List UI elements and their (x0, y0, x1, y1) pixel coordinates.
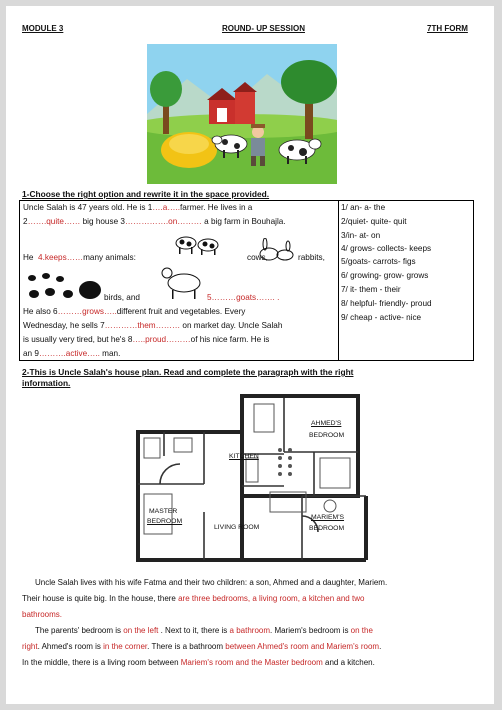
plan-label-master: MASTER (149, 508, 178, 515)
paragraph-line-6: In the middle, there is a living room between Mariem's room and the Master bedroom and a kitchen. (22, 658, 375, 667)
passage-line-6: Wednesday, he sells 7…………them……… on market day. Uncle Salah (23, 321, 283, 330)
plan-label-master-2: BEDROOM (147, 518, 183, 525)
plan-label-kitchen: KITCHEN (229, 453, 259, 460)
option-8: 8/ helpful- friendly- proud (341, 299, 432, 308)
paragraph-line-3: bathrooms. (22, 610, 63, 619)
passage-line-1: Uncle Salah is 47 years old. He is 1….a…..farmer. He lives in a (23, 203, 253, 212)
option-5: 5/goats- carrots- figs (341, 257, 416, 266)
passage-line-3: He 4.keeps……many animals: (23, 253, 136, 262)
option-1: 1/ an- a- the (341, 203, 386, 212)
option-4: 4/ grows- collects- keeps (341, 244, 432, 253)
plan-label-ahmed-2: BEDROOM (309, 432, 345, 439)
passage-line-5: He also 6………grows…..different fruit and vegetables. Every (23, 307, 246, 316)
farm-illustration (147, 44, 337, 184)
option-2: 2/quiet- quite- quit (341, 217, 407, 226)
paragraph-line-4: The parents' bedroom is on the left . Next to it, there is a bathroom. Mariem's bedroom is on the (35, 626, 373, 635)
session-title: ROUND- UP SESSION (222, 24, 305, 33)
passage-line-8: an 9……….active….. man. (23, 349, 121, 358)
paragraph-line-1: Uncle Salah lives with his wife Fatma and their two children: a son, Ahmed and a daughter, Mariem. (35, 578, 388, 587)
section1-title: 1-Choose the right option and rewrite it in the space provided. (22, 189, 270, 199)
passage-line-2: 2…….quite…… big house 3…………….on……… a big farm in Bouhajla. (23, 217, 286, 226)
section2-title: 2-This is Uncle Salah's house plan. Read and complete the paragraph with the right (22, 367, 354, 377)
cows-picture (172, 229, 222, 257)
box-divider (338, 201, 339, 360)
paragraph-line-2: Their house is quite big. In the house, there are three bedrooms, a living room, a kitchen and two (22, 594, 365, 603)
birds-picture (24, 268, 104, 304)
plan-label-mariem: MARIEM'S (311, 514, 345, 521)
plan-label-mariem-2: BEDROOM (309, 525, 345, 532)
plan-label-ahmed: AHMED'S (311, 420, 342, 427)
goats-picture (158, 263, 208, 301)
form-label: 7TH FORM (427, 24, 468, 33)
passage-line-4-answer: 5………goats……. . (207, 293, 280, 302)
option-9: 9/ cheap - active- nice (341, 313, 422, 322)
option-3: 3/in- at- on (341, 231, 381, 240)
paragraph-line-5: right. Ahmed's room is in the corner. There is a bathroom between Ahmed's room and Mariem's room. (22, 642, 382, 651)
passage-line-4: birds, and (104, 293, 140, 302)
module-label: MODULE 3 (22, 24, 64, 33)
plan-label-living: LIVING ROOM (214, 524, 260, 531)
option-6: 6/ growing- grow- grows (341, 271, 429, 280)
passage-line-7: is usually very tired, but he's 8…..proud………of his nice farm. He is (23, 335, 270, 344)
passage-rabbits: rabbits, (298, 253, 325, 262)
option-7: 7/ it- them - their (341, 285, 401, 294)
passage-cows: cows, (247, 253, 268, 262)
section2-title-cont: information. (22, 378, 71, 388)
